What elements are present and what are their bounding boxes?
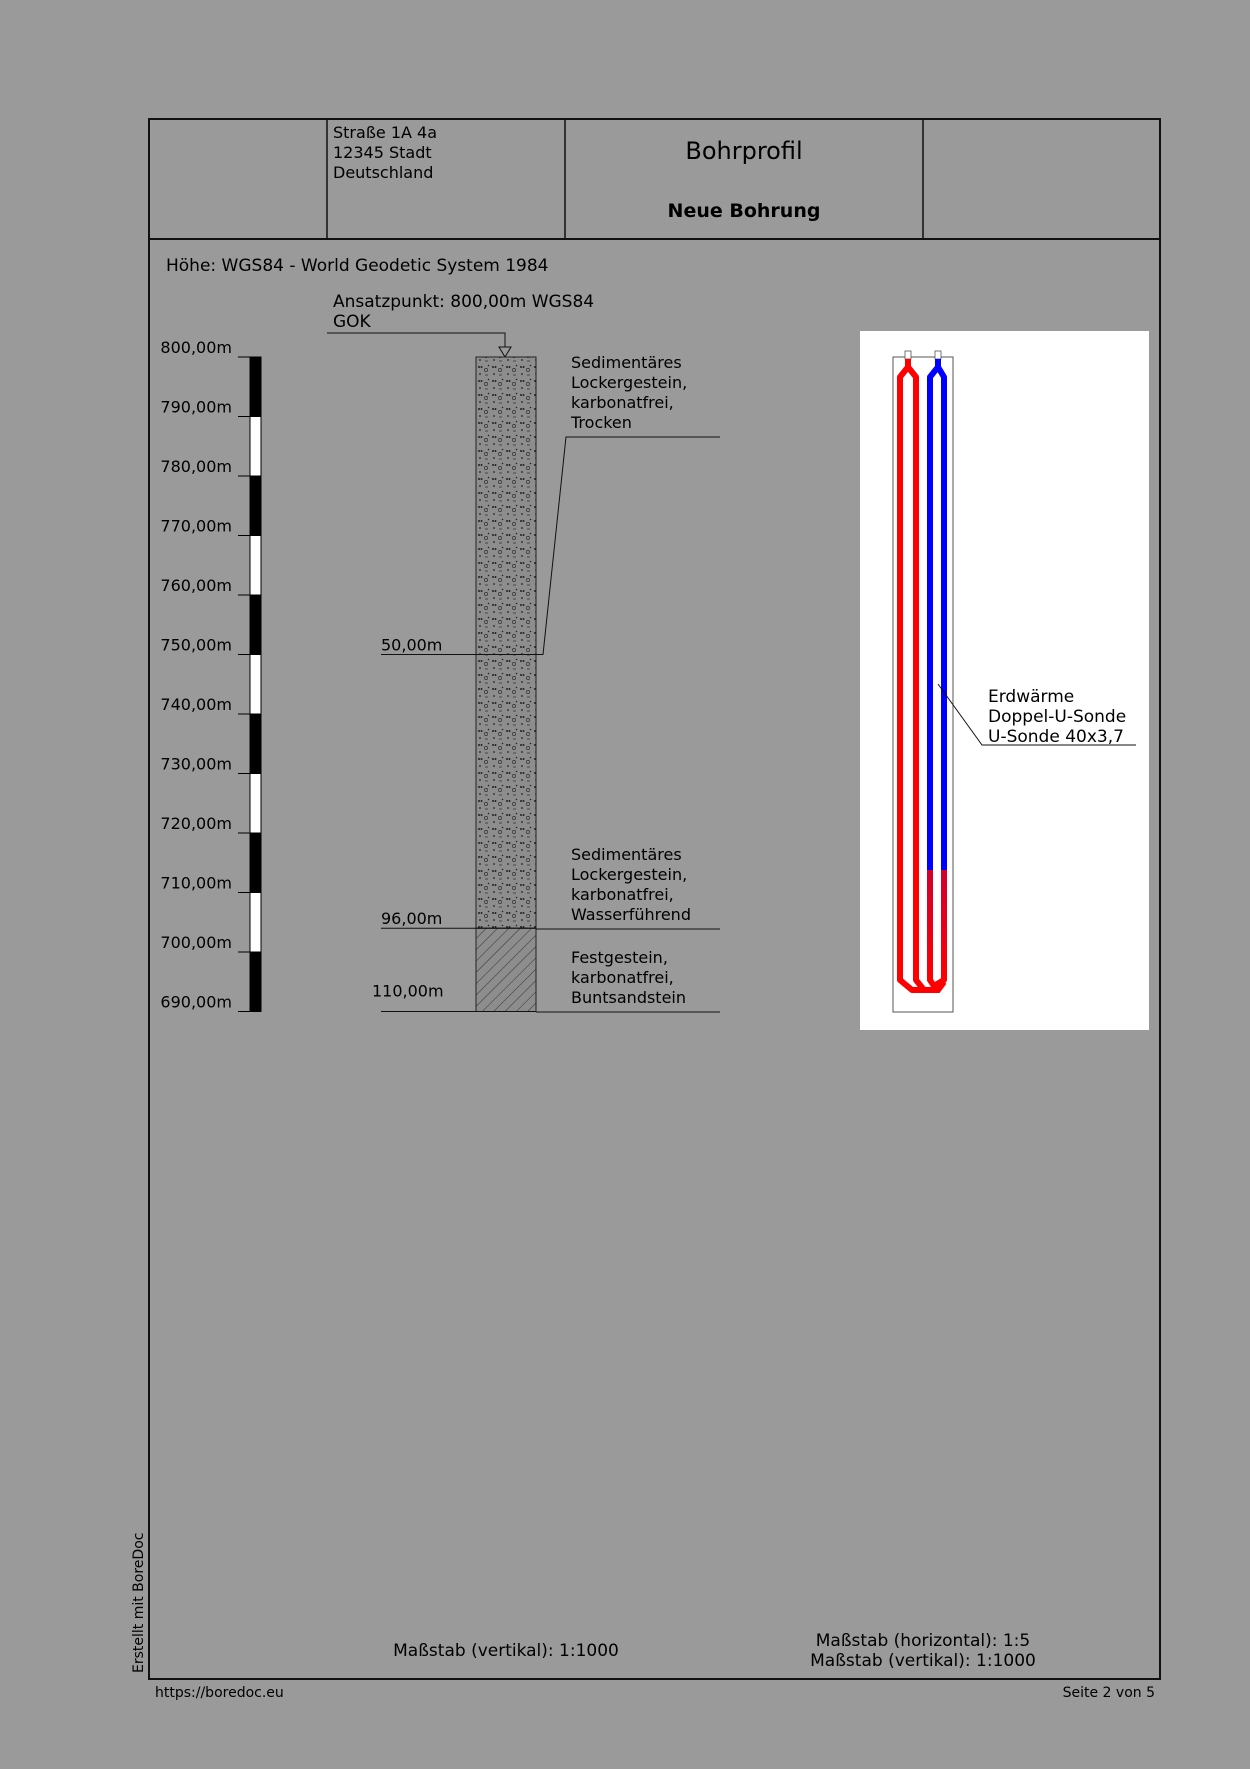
layer-description-line: Festgestein, xyxy=(571,948,668,967)
layer-description-line: karbonatfrei, xyxy=(571,885,674,904)
ruler-segment xyxy=(250,536,261,596)
ruler-label: 730,00m xyxy=(160,754,232,774)
layer-description-line: Lockergestein, xyxy=(571,373,688,392)
start-point-marker xyxy=(327,292,594,357)
probe-label-line-2: Doppel-U-Sonde xyxy=(988,707,1127,727)
ruler-segment xyxy=(250,595,261,655)
ruler-label: 760,00m xyxy=(160,576,232,595)
layer-description-line: karbonatfrei, xyxy=(571,393,674,412)
ruler-label: 740,00m xyxy=(160,695,232,714)
ruler-segment xyxy=(250,714,261,774)
start-point-label: Ansatzpunkt: 800,00m WGS84 xyxy=(333,292,595,312)
ruler-segment xyxy=(250,476,261,536)
ruler-segment xyxy=(250,833,261,893)
document-title: Bohrprofil xyxy=(685,137,803,165)
ground-level-triangle-icon xyxy=(499,347,511,357)
depth-label: 110,00m xyxy=(372,981,444,1001)
probe-label-line-3: U-Sonde 40x3,7 xyxy=(988,727,1124,747)
layer-description-line: Buntsandstein xyxy=(571,988,687,1007)
layer-fill xyxy=(476,928,536,1011)
layer-fill xyxy=(476,357,536,655)
ruler-label: 780,00m xyxy=(160,457,232,476)
ruler-label: 690,00m xyxy=(160,992,232,1012)
vertical-scale-left: Maßstab (vertikal): 1:1000 xyxy=(393,1641,619,1661)
depth-label: 50,00m xyxy=(381,635,443,655)
layer-description-line: karbonatfrei, xyxy=(571,968,674,987)
layer-leader xyxy=(536,437,720,655)
page-number: Seite 2 von 5 xyxy=(1062,1685,1155,1701)
layer-description-line: Sedimentäres xyxy=(571,353,682,372)
vertical-scale-right: Maßstab (vertikal): 1:1000 xyxy=(810,1651,1036,1671)
address-line-3: Deutschland xyxy=(333,163,434,182)
footer-url[interactable]: https://boredoc.eu xyxy=(155,1685,284,1701)
ruler-segment xyxy=(250,893,261,953)
ruler-label: 800,00m xyxy=(160,338,232,357)
ruler-segment xyxy=(250,357,261,417)
ruler-segment xyxy=(250,952,261,1012)
probe-label-line-1: Erdwärme xyxy=(988,687,1075,707)
probe-panel xyxy=(860,331,1149,1030)
layer-description-line: Trocken xyxy=(571,413,632,432)
layer-description-line: Wasserführend xyxy=(571,905,691,924)
layer-annotations xyxy=(372,353,720,1012)
layer-fill xyxy=(476,655,536,929)
probe-panel-background xyxy=(860,331,1149,1030)
address-line-1: Straße 1A 4a xyxy=(333,123,438,142)
ruler-segment xyxy=(250,774,261,834)
address-line-2: 12345 Stadt xyxy=(333,143,432,162)
ruler-label: 700,00m xyxy=(160,933,232,952)
layer-description-line: Sedimentäres xyxy=(571,845,682,864)
ruler-label: 750,00m xyxy=(160,635,232,655)
title-block xyxy=(149,119,1160,239)
start-point-gok: GOK xyxy=(333,312,371,332)
credit-text: Erstellt mit BoreDoc xyxy=(131,1532,147,1673)
depth-scale-ruler xyxy=(160,338,261,1012)
ruler-segment xyxy=(250,655,261,715)
ruler-label: 710,00m xyxy=(160,873,232,893)
ruler-label: 720,00m xyxy=(160,814,232,833)
depth-label: 96,00m xyxy=(381,909,443,929)
height-reference: Höhe: WGS84 - World Geodetic System 1984 xyxy=(166,256,549,276)
bore-column xyxy=(476,357,536,1012)
ruler-label: 790,00m xyxy=(160,397,232,417)
ruler-segment xyxy=(250,417,261,477)
layer-description-line: Lockergestein, xyxy=(571,865,688,884)
project-name: Neue Bohrung xyxy=(667,200,821,222)
horizontal-scale-right: Maßstab (horizontal): 1:5 xyxy=(815,1631,1031,1651)
ruler-label: 770,00m xyxy=(160,516,232,536)
